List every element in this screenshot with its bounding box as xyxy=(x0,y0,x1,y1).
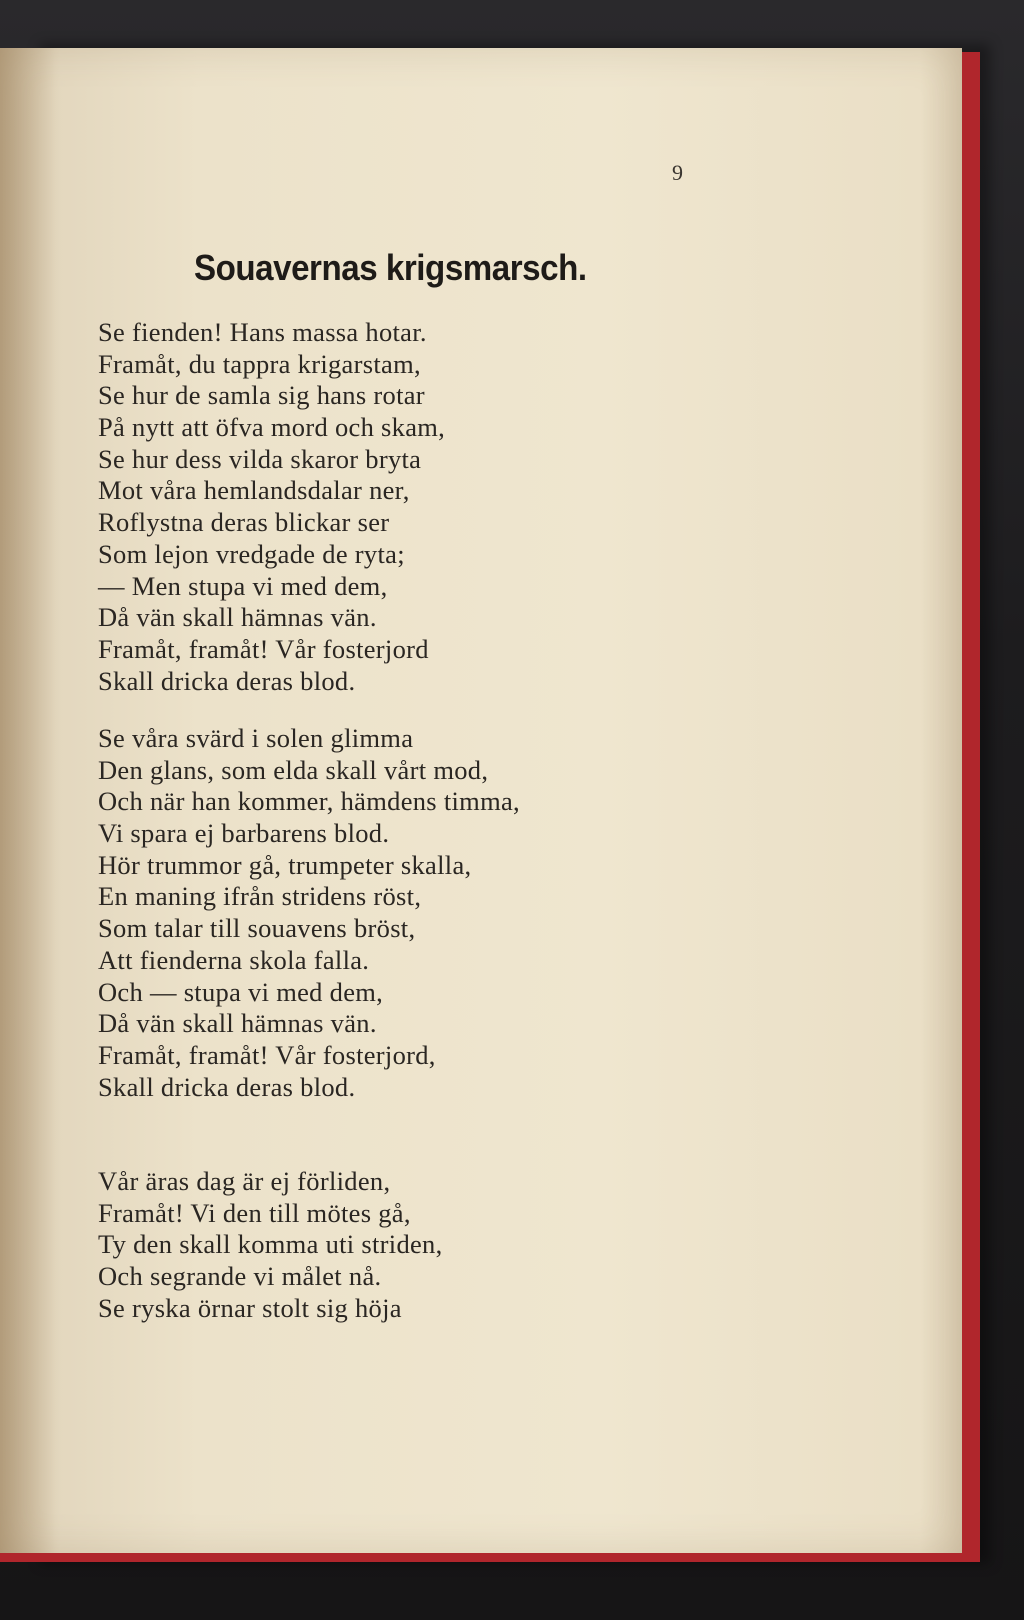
poem-line: Mot våra hemlandsdalar ner, xyxy=(98,475,410,506)
poem-line: Vår äras dag är ej förliden, xyxy=(98,1166,391,1196)
poem-line: Se ryska örnar stolt sig höja xyxy=(98,1292,402,1323)
poem-line: Och — stupa vi med dem, xyxy=(98,976,384,1007)
poem-line: Se fienden! Hans massa hotar. xyxy=(98,317,427,347)
poem-line: Framåt, framåt! Vår fosterjord, xyxy=(98,1039,436,1070)
poem-line: Och segrande vi målet nå. xyxy=(98,1261,382,1292)
poem-line: Roflystna deras blickar ser xyxy=(98,507,390,538)
poem-line: Att fienderna skola falla. xyxy=(98,944,370,975)
poem-line: — Men stupa vi med dem, xyxy=(98,570,388,601)
poem-line: Som talar till souavens bröst, xyxy=(98,913,416,944)
poem-title: Souavernas krigsmarsch. xyxy=(194,247,587,288)
poem-line: Framåt, du tappra krigarstam, xyxy=(98,348,421,379)
poem-line: Då vän skall hämnas vän. xyxy=(98,602,377,633)
poem-line: Skall dricka deras blod. xyxy=(98,1071,356,1102)
poem-line: På nytt att öfva mord och skam, xyxy=(98,412,446,443)
poem-line: Och när han kommer, hämdens timma, xyxy=(98,786,520,817)
poem-line: Ty den skall komma uti striden, xyxy=(98,1229,443,1260)
poem-line: Då vän skall hämnas vän. xyxy=(98,1008,377,1039)
page-gutter xyxy=(0,48,60,1553)
poem-line: Framåt, framåt! Vår fosterjord xyxy=(98,633,429,664)
poem-line: Som lejon vredgade de ryta; xyxy=(98,538,405,569)
stanza-3 xyxy=(98,1166,443,1324)
poem-line: Den glans, som elda skall vårt mod, xyxy=(98,754,489,785)
poem-line: Se hur de samla sig hans rotar xyxy=(98,380,425,411)
stanza-1 xyxy=(98,317,445,697)
stanza-2 xyxy=(98,723,520,1103)
poem-line: Framåt! Vi den till mötes gå, xyxy=(98,1197,411,1228)
poem-line: Se hur dess vilda skaror bryta xyxy=(98,443,422,474)
poem-line: Se våra svärd i solen glimma xyxy=(98,723,414,753)
page-number: 9 xyxy=(672,160,683,185)
poem-line: Skall dricka deras blod. xyxy=(98,665,356,696)
poem-line: Hör trummor gå, trumpeter skalla, xyxy=(98,849,472,880)
poem-line: En maning ifrån stridens röst, xyxy=(98,881,422,912)
poem-line: Vi spara ej barbarens blod. xyxy=(98,818,390,849)
